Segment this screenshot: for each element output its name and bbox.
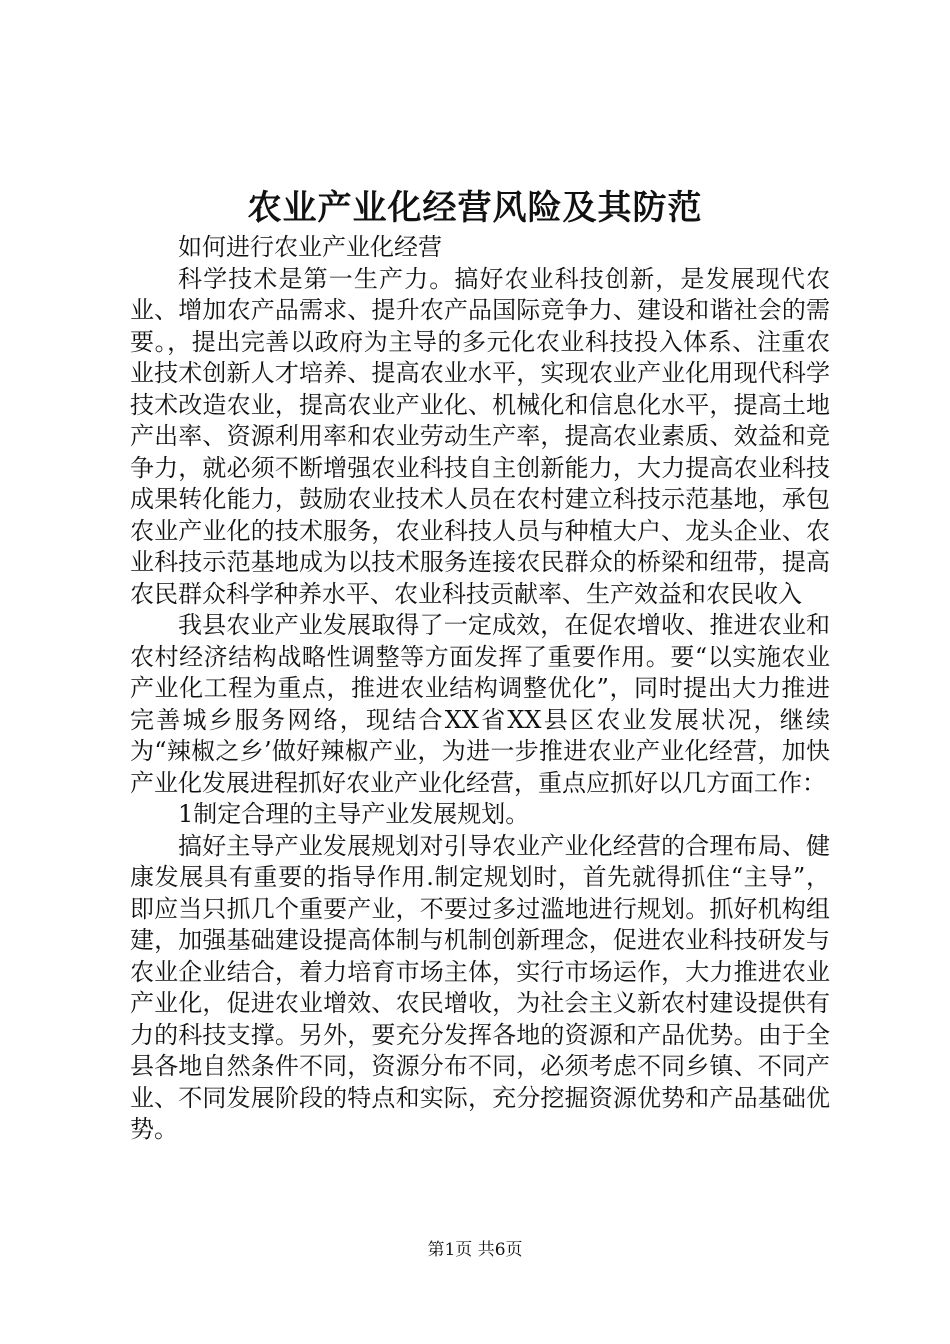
page-footer: 第1页 共6页 bbox=[427, 1240, 523, 1260]
paragraph-technology: 科学技术是第一生产力。搞好农业科技创新，是发展现代农业、增加农产品需求、提升农产品国际竞争力、建设和谐社会的需要。，提出完善以政府为主导的多元化农业科技投入体系、注重农业技术创新人才培养、提高农业水平，实现农业产业化用现代科学技术改造农业，提高农业产业化、机械化和信息化水平，提高土地产出率、资源利用率和农业劳动生产率，提高农业素质、效益和竞争力，就必须不断增强农业科技自主创新能力，大力提高农业科技成果转化能力，鼓励农业技术人员在农村建立科技示范基地，承包农业产业化的技术服务，农业科技人员与种植大户、龙头企业、农业科技示范基地成为以技术服务连接农民群众的桥梁和纽带，提高农民群众科学种养水平、农业科技贡献率、生产效益和农民收入 bbox=[130, 264, 830, 608]
page-title: 农业产业化经营风险及其防范 bbox=[247, 188, 703, 228]
paragraph-county-development: 我县农业产业发展取得了一定成效，在促农增收、推进农业和农村经济结构战略性调整等方面发挥了重要作用。要“以实施农业产业化工程为重点，推进农业结构调整优化”，同时提出大力推进完善城乡服务网络，现结合XX省XX县区农业发展状况，继续为“辣椒之乡’做好辣椒产业，为进一步推进农业产业化经营，加快产业化发展进程抓好农业产业化经营，重点应抓好以几方面工作： bbox=[130, 611, 830, 797]
paragraph-section-heading: 1制定合理的主导产业发展规划。 bbox=[178, 800, 530, 828]
paragraph-subheading: 如何进行农业产业化经营 bbox=[178, 233, 442, 261]
paragraph-planning: 搞好主导产业发展规划对引导农业产业化经营的合理布局、健康发展具有重要的指导作用.制定规划时，首先就得抓住“主导”，即应当只抓几个重要产业，不要过多过滥地进行规划。抓好机构组建，加强基础建设提高体制与机制创新理念，促进农业科技研发与农业企业结合，着力培育市场主体，实行市场运作，大力推进农业产业化，促进农业增效、农民增收，为社会主义新农村建设提供有力的科技支撑。另外，要充分发挥各地的资源和产品优势。由于全县各地自然条件不同，资源分布不同，必须考虑不同乡镇、不同产业、不同发展阶段的特点和实际，充分挖掘资源优势和产品基础优势。 bbox=[130, 831, 830, 1143]
document-body bbox=[130, 232, 830, 1146]
